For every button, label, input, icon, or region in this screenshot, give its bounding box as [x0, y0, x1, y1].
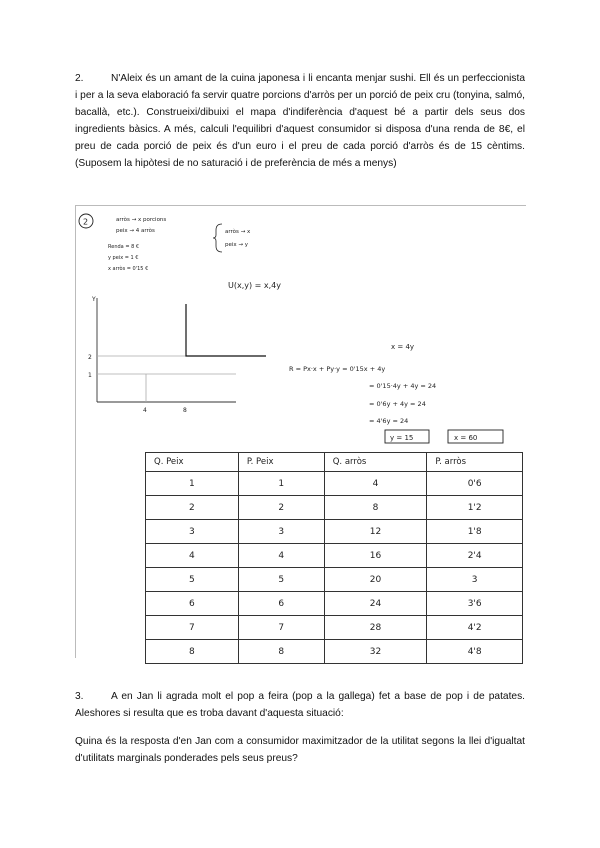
table-cell: 6 [146, 592, 239, 616]
table-cell: 3 [427, 568, 523, 592]
note-line: x arròs = 0'15 € [108, 266, 149, 272]
table-row [146, 472, 523, 496]
table-cell: 28 [324, 616, 427, 640]
table-header: Q. Peix [146, 453, 239, 472]
table-cell: 3 [146, 520, 239, 544]
circled-number: 2 [83, 217, 89, 227]
table-cell: 4'2 [427, 616, 523, 640]
table-cell: 1 [238, 472, 324, 496]
table-cell: 4 [146, 544, 239, 568]
graph-y-axis-label: Y [92, 296, 96, 303]
table-cell: 12 [324, 520, 427, 544]
table-cell: 7 [238, 616, 324, 640]
question-3 [75, 688, 525, 722]
table-header: P. Peix [238, 453, 324, 472]
handwritten-table [145, 452, 523, 664]
table-cell: 7 [146, 616, 239, 640]
table-cell: 4 [238, 544, 324, 568]
graph-tick: 4 [143, 407, 147, 414]
table-row [146, 592, 523, 616]
note-line: Renda = 8 € [108, 244, 140, 250]
table-cell: 8 [238, 640, 324, 664]
table-row [146, 496, 523, 520]
result-y: y = 15 [390, 434, 414, 442]
equation-line: = 0'15·4y + 4y = 24 [369, 382, 437, 390]
question-2-number: 2. [75, 73, 84, 84]
question-3-number: 3. [75, 691, 84, 702]
table-cell: 4 [324, 472, 427, 496]
note-line: y peix = 1 € [108, 255, 139, 261]
table-row [146, 544, 523, 568]
result-x: x = 60 [454, 434, 478, 442]
question-3-prompt: Quina és la resposta d'en Jan com a consumidor maximitzador de la utilitat segons la llei d'igualtat d'utilitats marginals ponderades pels seus preus? [75, 736, 525, 764]
table-cell: 2 [146, 496, 239, 520]
equation-line: = 4'6y = 24 [369, 417, 409, 425]
note-line: arròs → x porcions [116, 217, 167, 223]
table-cell: 1'2 [427, 496, 523, 520]
table-cell: 8 [146, 640, 239, 664]
table-cell: 20 [324, 568, 427, 592]
question-2-text: N'Aleix és un amant de la cuina japonesa i li encanta menjar sushi. Ell és un perfeccionista i per a la seva elaboració fa servir quatre porcions d'arròs per un porció de peix cru (tonyina, salmó, bacallà, etc.). Construeixi/dibuixi el mapa d'indiferència d'aquest bé a partir dels seus dos ingredients bàsics. A més, calculi l'equilibri d'aquest consumidor si disposa d'una renda de 8€, el preu de cada porció de peix és d'un euro i el preu de cada porció d'arròs és de 15 cèntims. (Suposem la hipòtesi de no saturació i de preferència de més a menys) [75, 73, 525, 169]
graph-tick: 2 [88, 354, 92, 361]
equation-line: x = 4y [391, 343, 415, 351]
graph-tick: 8 [183, 407, 187, 414]
table-row [146, 520, 523, 544]
table-cell: 8 [324, 496, 427, 520]
table-cell: 3'6 [427, 592, 523, 616]
brace-line: peix → y [225, 242, 249, 248]
table-cell: 16 [324, 544, 427, 568]
table-cell: 32 [324, 640, 427, 664]
equation-line: R = Px·x + Py·y = 0'15x + 4y [289, 365, 386, 373]
question-2 [75, 70, 525, 172]
table-cell: 3 [238, 520, 324, 544]
brace-mark [213, 224, 222, 252]
table-cell: 6 [238, 592, 324, 616]
note-line: peix → 4 arròs [116, 228, 155, 234]
table-row [146, 616, 523, 640]
table-row [146, 568, 523, 592]
table-cell: 24 [324, 592, 427, 616]
table-header-row [146, 453, 523, 472]
table-header: Q. arròs [324, 453, 427, 472]
table-cell: 5 [146, 568, 239, 592]
table-cell: 5 [238, 568, 324, 592]
table-cell: 1 [146, 472, 239, 496]
table-cell: 2 [238, 496, 324, 520]
table-cell: 1'8 [427, 520, 523, 544]
table-cell: 2'4 [427, 544, 523, 568]
question-3-text: A en Jan li agrada molt el pop a feira (pop a la gallega) fet a base de pop i de patates. Aleshores si resulta que es troba davant d'aquesta situació: [75, 691, 525, 719]
brace-line: arròs → x [225, 229, 251, 235]
utility-function: U(x,y) = x,4y [228, 281, 281, 290]
equation-line: = 0'6y + 4y = 24 [369, 400, 426, 408]
indifference-curve [186, 304, 266, 356]
table-row [146, 640, 523, 664]
table-cell: 4'8 [427, 640, 523, 664]
table-header: P. arròs [427, 453, 523, 472]
table-cell: 0'6 [427, 472, 523, 496]
graph-tick: 1 [88, 372, 92, 379]
